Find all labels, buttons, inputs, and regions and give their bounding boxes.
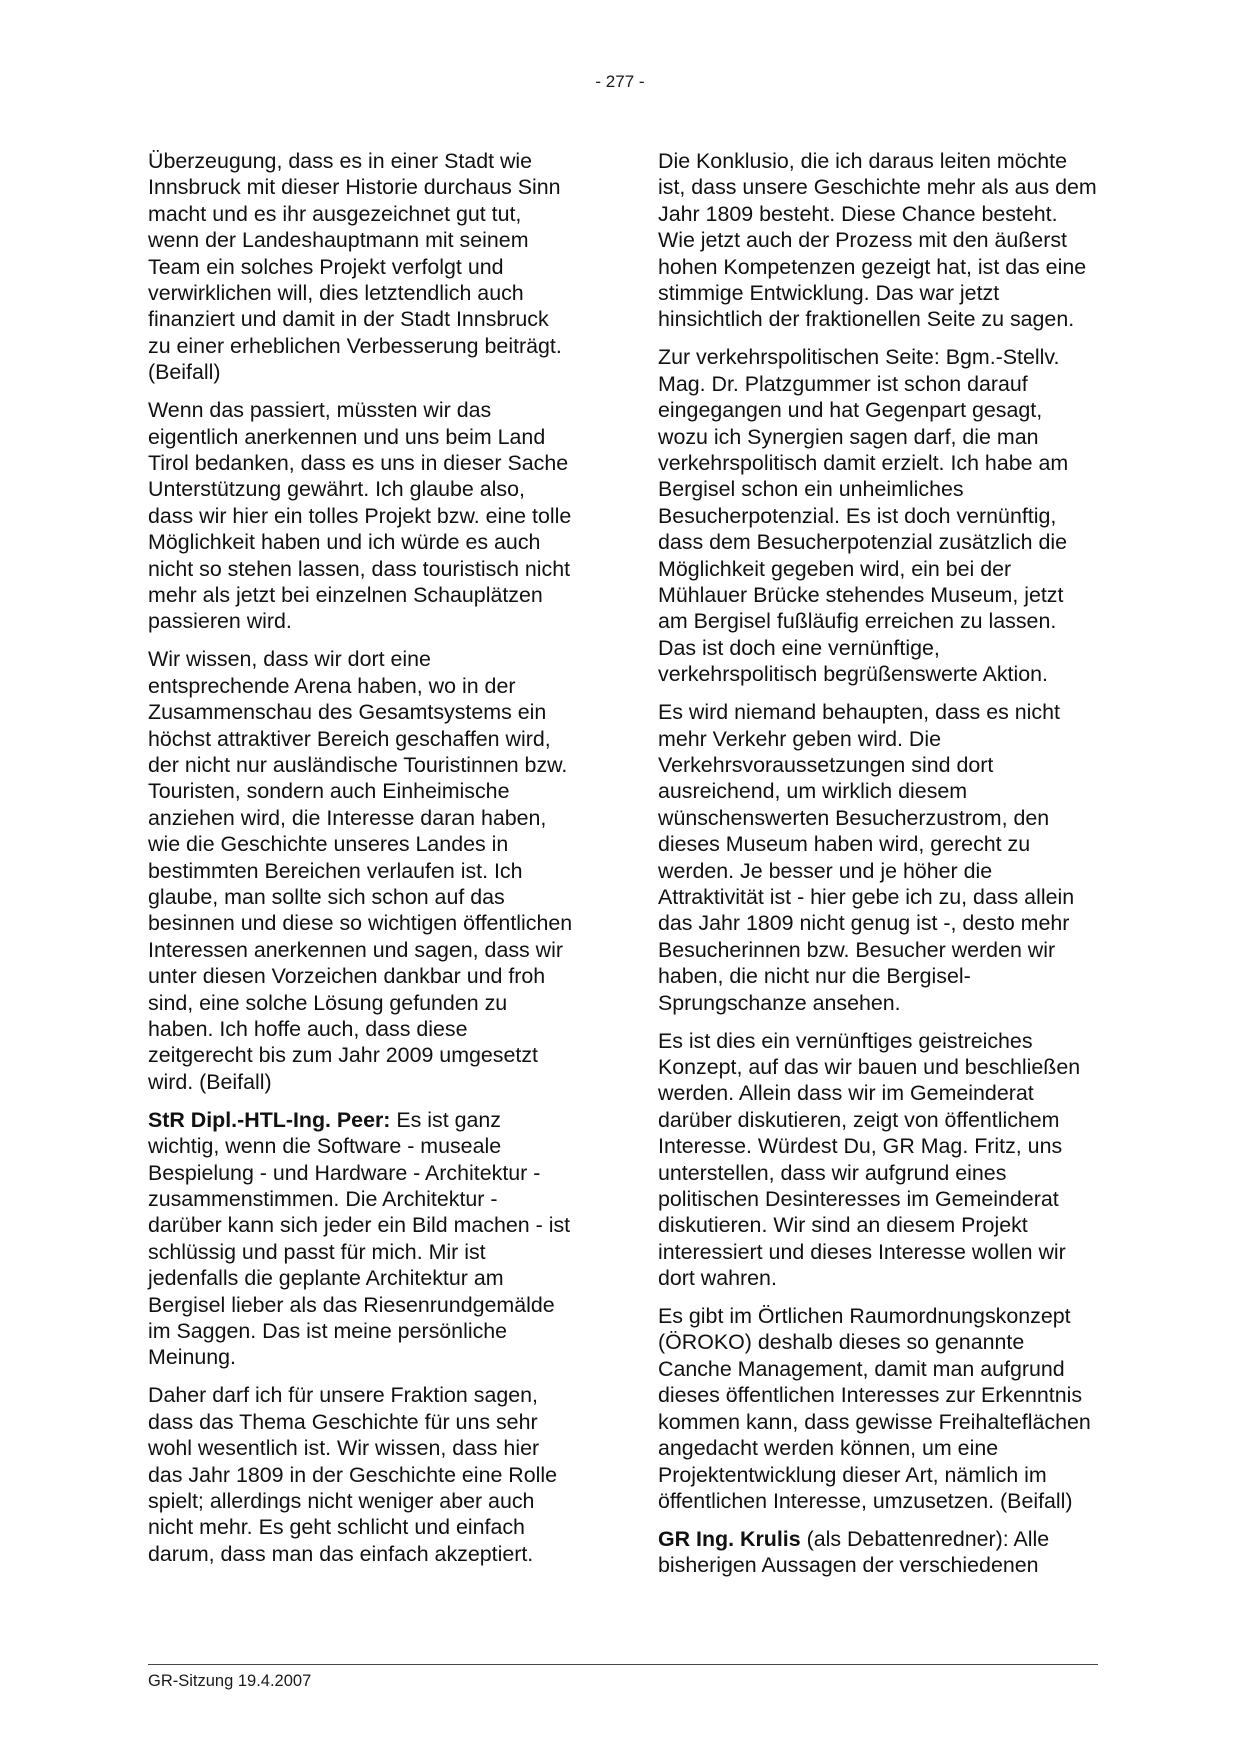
paragraph: Zur verkehrspolitischen Seite: Bgm.-Stellv. Mag. Dr. Platzgummer ist schon darauf eingegangen und hat Gegenpart gesagt, wozu ich Synergien sagen darf, die man verkehrspolitisch damit erzielt. Ich habe am Bergisel schon ein unheimliches Besucherpotenzial. Es ist doch vernünftig, dass dem Besucherpotenzial zusätzlich die Möglichkeit gegeben wird, ein bei der Mühlauer Brücke stehendes Museum, jetzt am Bergisel fußläufig erreichen zu lassen. Das ist doch eine vernünftige, verkehrspolitisch begrüßenswerte Aktion. (658, 345, 1069, 687)
speaker-text: Es ist ganz wichtig, wenn die Software - museale Bespielung - und Hardware - Architektur - zusammenstimmen. Die Architektur - darüber kann sich jeder ein Bild machen - ist schlüssig und passt für mich. Mir ist jedenfalls die geplante Architektur am Bergisel lieber als das Riesenrundgemälde im Saggen. Das ist meine persönliche Meinung. (148, 1107, 571, 1370)
left-column (148, 148, 576, 1567)
speaker-name: GR Ing. Krulis (658, 1526, 801, 1551)
footer-divider (148, 1664, 1098, 1665)
speaker-paragraph (148, 1107, 576, 1371)
paragraph: Es wird niemand behaupten, dass es nicht mehr Verkehr geben wird. Die Verkehrsvoraussetzungen sind dort ausreichend, um wirklich diesem wünschenswerten Besucherzustrom, den dieses Museum haben wird, gerecht zu werden. Je besser und je höher die Attraktivität ist - hier gebe ich zu, dass allein das Jahr 1809 nicht genug ist -, desto mehr Besucherinnen bzw. Besucher werden wir haben, die nicht nur die Bergisel-Sprungschanze ansehen. (658, 700, 1075, 1015)
right-column (658, 148, 1098, 1579)
speaker-text: (als Debattenredner): Alle bisherigen Aussagen der verschiedenen (658, 1526, 1050, 1578)
paragraph: Es gibt im Örtlichen Raumordnungskonzept (ÖROKO) deshalb dieses so genannte Canche Management, damit man aufgrund dieses öffentlichen Interesses zur Erkenntnis kommen kann, dass gewisse Freihalteflächen angedacht werden können, um eine Projektentwicklung dieser Art, nämlich im öffentlichen Interesse, umzusetzen. (Beifall) (658, 1304, 1091, 1513)
paragraph: Wir wissen, dass wir dort eine entsprechende Arena haben, wo in der Zusammenschau des Gesamtsystems ein höchst attraktiver Bereich geschaffen wird, der nicht nur ausländische Touristinnen bzw. Touristen, sondern auch Einheimische anziehen wird, die Interesse daran haben, wie die Geschichte unseres Landes in bestimmten Bereichen verlaufen ist. Ich glaube, man sollte sich schon auf das besinnen und diese so wichtigen öffentlichen Interessen anerkennen und sagen, dass wir unter diesen Vorzeichen dankbar und froh sind, eine solche Lösung gefunden zu haben. Ich hoffe auch, dass diese zeitgerecht bis zum Jahr 2009 umgesetzt wird. (Beifall) (148, 647, 573, 1094)
paragraph: Überzeugung, dass es in einer Stadt wie Innsbruck mit dieser Historie durchaus Sinn macht und es ihr ausgezeichnet gut tut, wenn der Landeshauptmann mit seinem Team ein solches Projekt verfolgt und verwirklichen will, dies letztendlich auch finanziert und damit in der Stadt Innsbruck zu einer erheblichen Verbesserung beiträgt. (Beifall) (148, 149, 562, 385)
footer-session-date: GR-Sitzung 19.4.2007 (148, 1672, 312, 1690)
speaker-paragraph (658, 1526, 1098, 1579)
paragraph: Wenn das passiert, müssten wir das eigentlich anerkennen und uns beim Land Tirol bedanken, dass es uns in dieser Sache Unterstützung gewährt. Ich glaube also, dass wir hier ein tolles Projekt bzw. eine tolle Möglichkeit haben und ich würde es auch nicht so stehen lassen, dass touristisch nicht mehr als jetzt bei einzelnen Schauplätzen passieren wird. (148, 398, 572, 634)
page-number: - 277 - (595, 72, 645, 91)
paragraph: Es ist dies ein vernünftiges geistreiches Konzept, auf das wir bauen und beschließen werden. Allein dass wir im Gemeinderat darüber diskutieren, zeigt von öffentlichem Interesse. Würdest Du, GR Mag. Fritz, uns unterstellen, dass wir aufgrund eines politischen Desinteresses im Gemeinderat diskutieren. Wir sind an diesem Projekt interessiert und dieses Interesse wollen wir dort wahren. (658, 1028, 1081, 1291)
paragraph: Daher darf ich für unsere Fraktion sagen, dass das Thema Geschichte für uns sehr wohl wesentlich ist. Wir wissen, dass hier das Jahr 1809 in der Geschichte eine Rolle spielt; allerdings nicht weniger aber auch nicht mehr. Es geht schlicht und einfach darum, dass man das einfach akzeptiert. (148, 1383, 558, 1566)
speaker-name: StR Dipl.-HTL-Ing. Peer: (148, 1107, 391, 1132)
paragraph: Die Konklusio, die ich daraus leiten möchte ist, dass unsere Geschichte mehr als aus dem Jahr 1809 besteht. Diese Chance besteht. Wie jetzt auch der Prozess mit den äußerst hohen Kompetenzen gezeigt hat, ist das eine stimmige Entwicklung. Das war jetzt hinsichtlich der fraktionellen Seite zu sagen. (658, 149, 1097, 332)
